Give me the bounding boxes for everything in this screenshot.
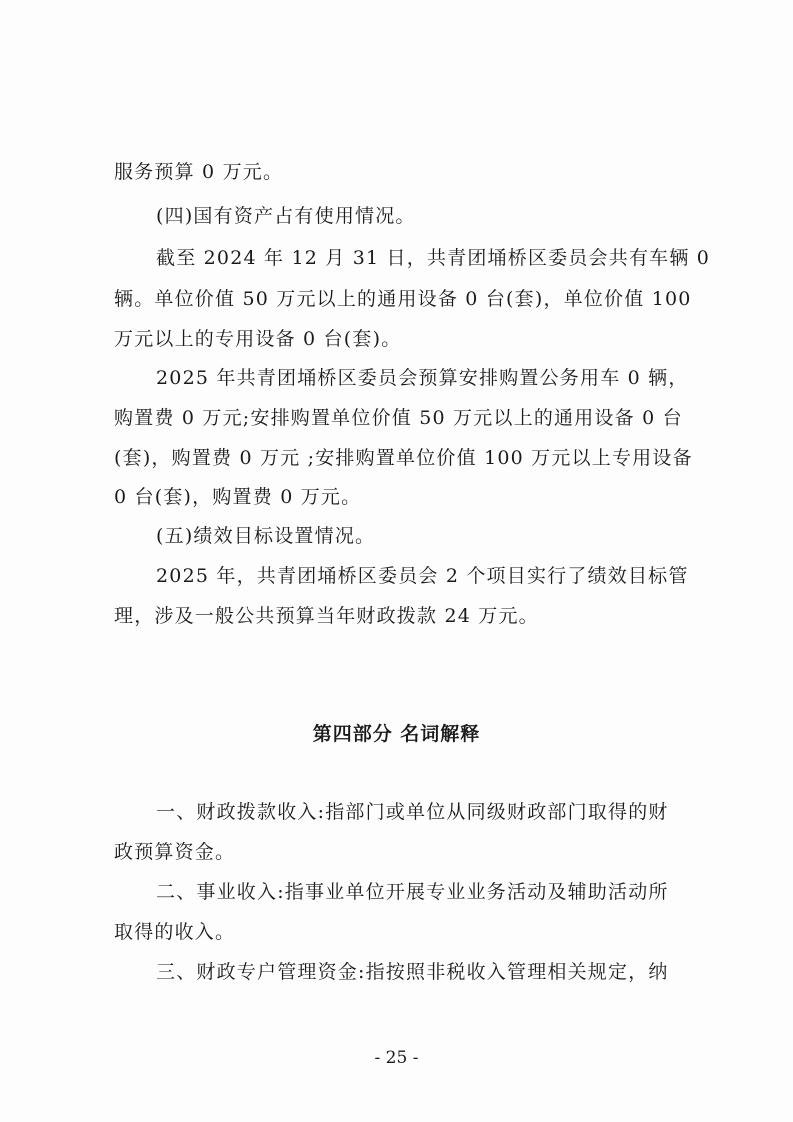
body-line: 购置费 0 万元;安排购置单位价值 50 万元以上的通用设备 0 台	[114, 407, 683, 429]
definition-line: 一、财政拨款收入:指部门或单位从同级财政部门取得的财	[156, 801, 669, 823]
body-line: (套)，购置费 0 万元 ;安排购置单位价值 100 万元以上专用设备	[114, 447, 693, 469]
subsection-heading-assets: (四)国有资产占有使用情况。	[156, 205, 416, 227]
subsection-heading-performance: (五)绩效目标设置情况。	[156, 525, 376, 547]
body-line: 万元以上的专用设备 0 台(套)。	[114, 328, 402, 350]
body-line: 理，涉及一般公共预算当年财政拨款 24 万元。	[114, 605, 539, 627]
body-line: 服务预算 0 万元。	[114, 161, 284, 183]
definition-line: 三、财政专户管理资金:指按照非税收入管理相关规定，纳	[156, 961, 669, 983]
body-line: 2025 年，共青团埇桥区委员会 2 个项目实行了绩效目标管	[156, 565, 689, 587]
definition-line: 二、事业收入:指事业单位开展专业业务活动及辅助活动所	[156, 881, 669, 903]
body-line: 辆。单位价值 50 万元以上的通用设备 0 台(套)，单位价值 100	[114, 288, 692, 310]
body-line: 0 台(套)，购置费 0 万元。	[114, 486, 362, 508]
page-number: - 25 -	[374, 1048, 419, 1068]
definition-line: 取得的收入。	[114, 921, 236, 943]
section-title: 第四部分 名词解释	[312, 723, 481, 745]
body-line: 2025 年共青团埇桥区委员会预算安排购置公务用车 0 辆，	[156, 367, 689, 389]
body-line: 截至 2024 年 12 月 31 日，共青团埇桥区委员会共有车辆 0	[156, 247, 711, 269]
definition-line: 政预算资金。	[114, 841, 236, 863]
